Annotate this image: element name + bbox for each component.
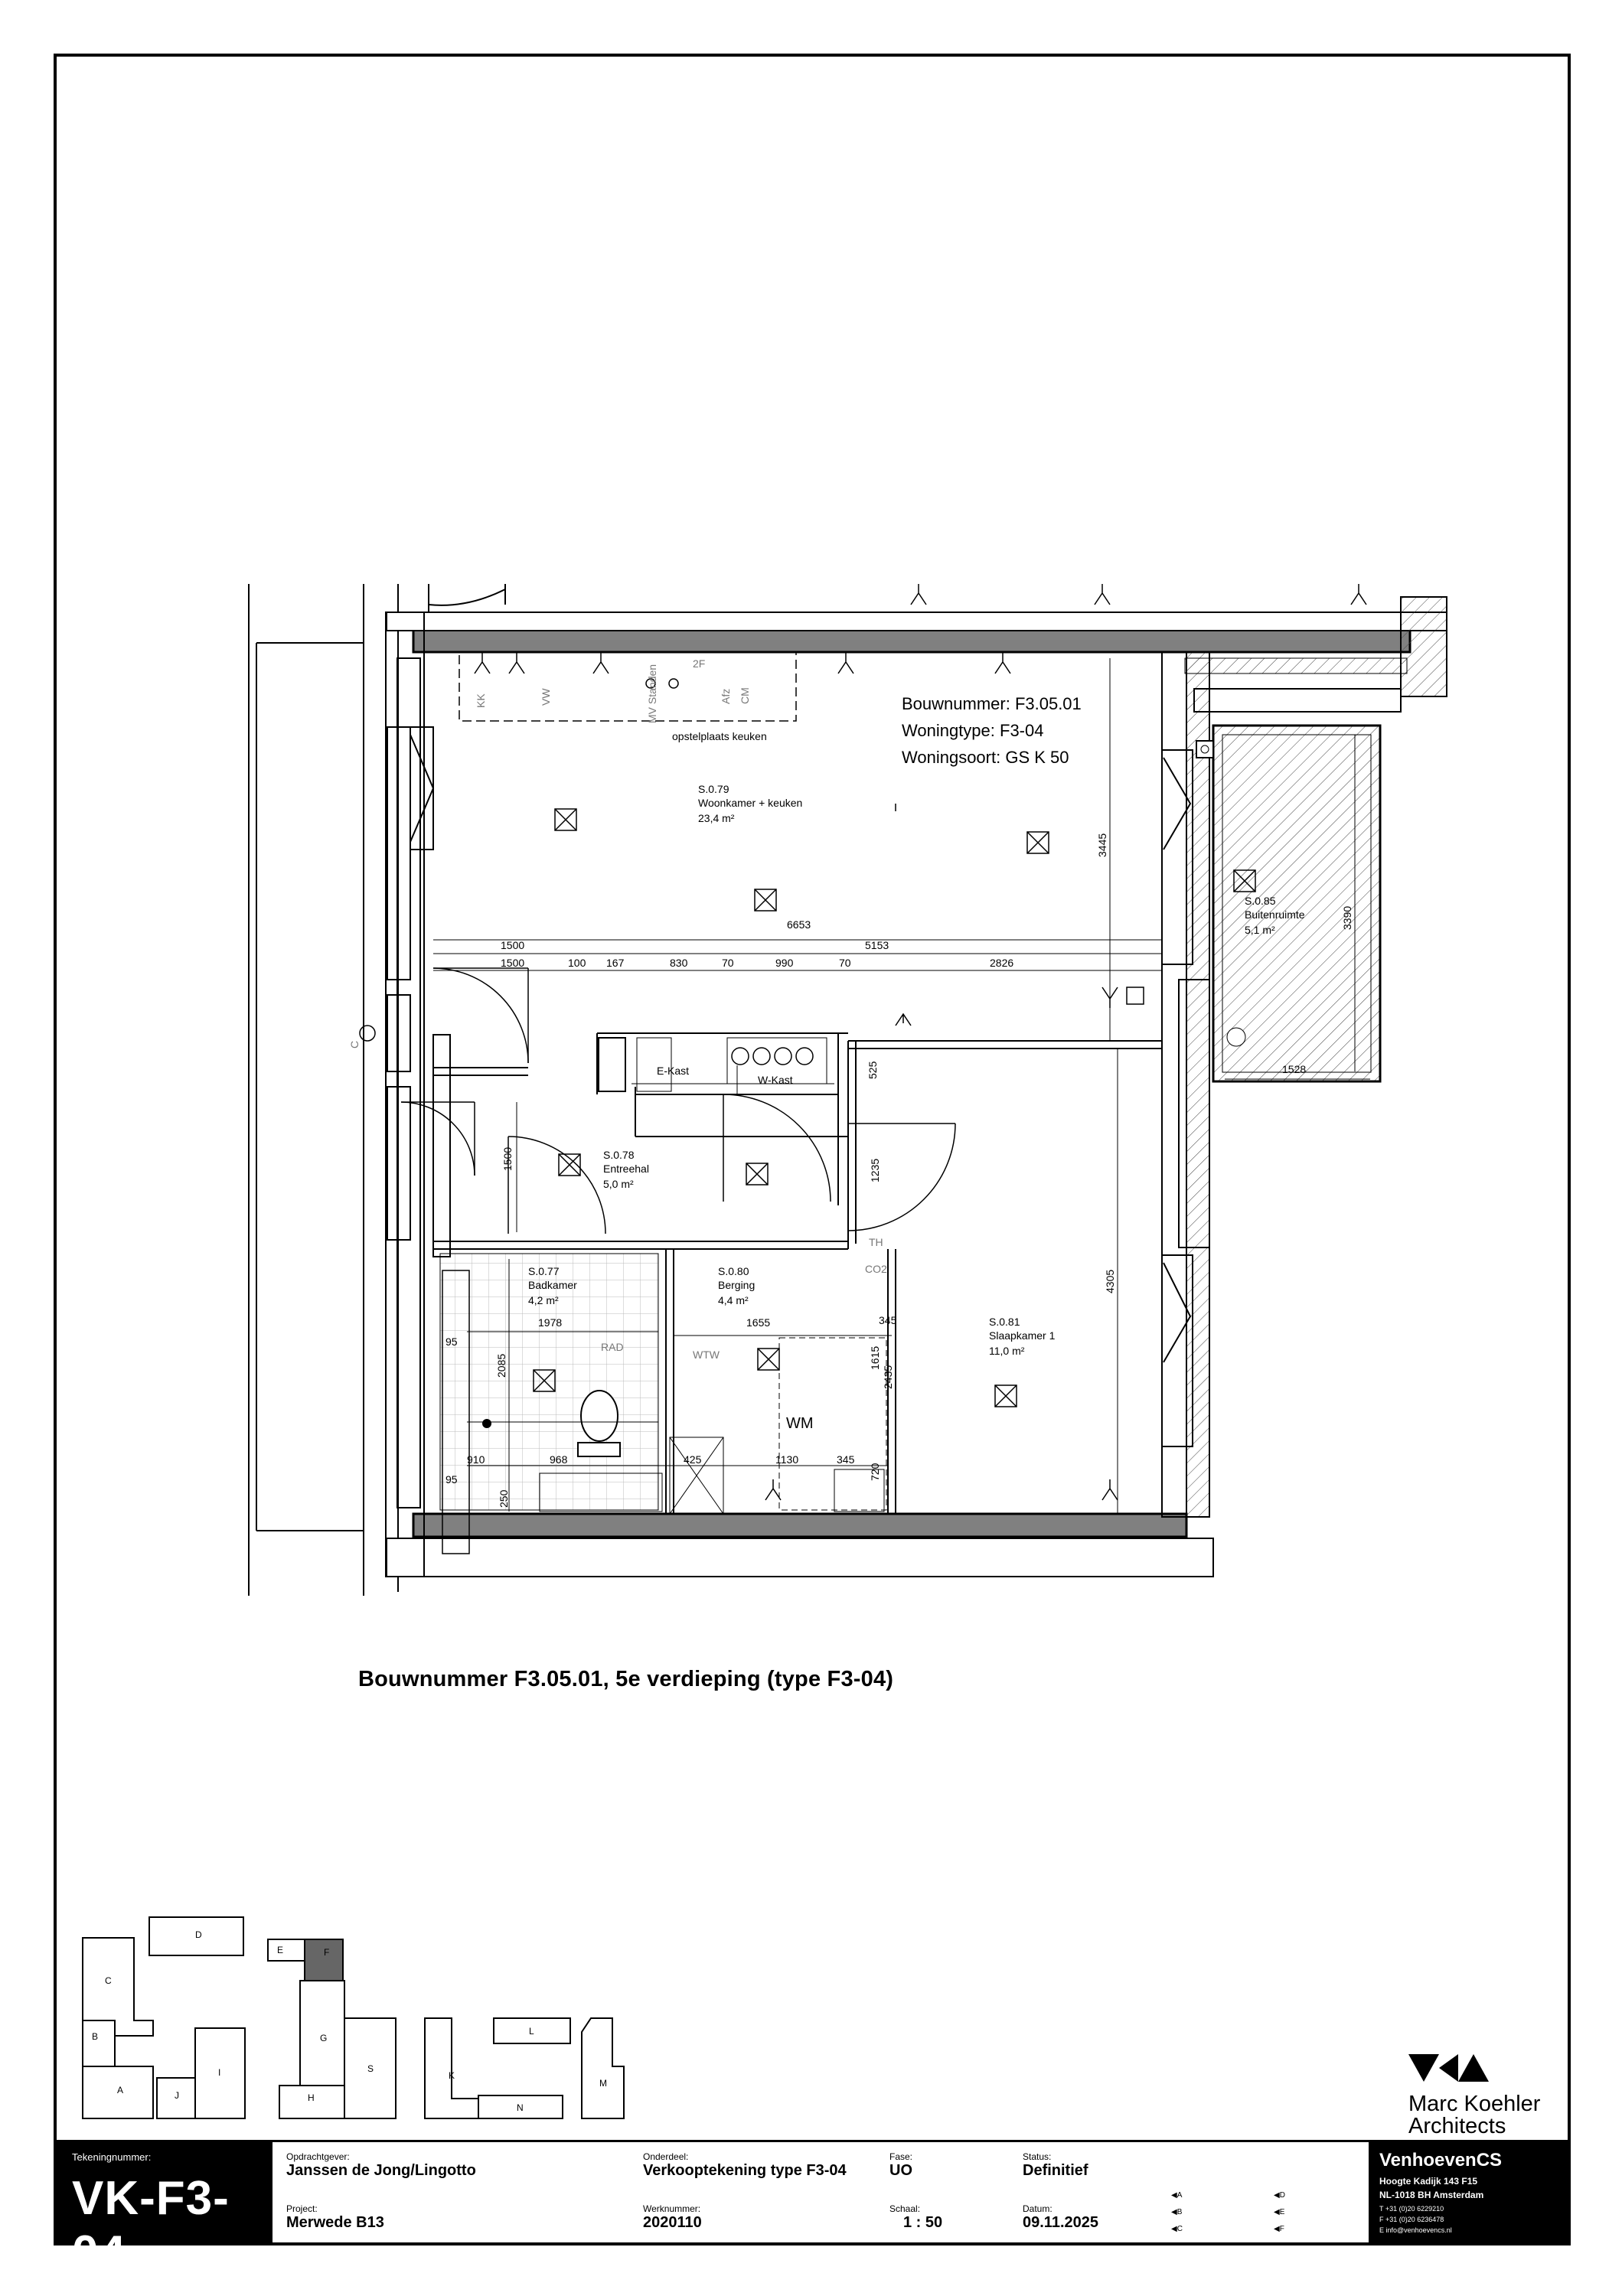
rad-label: RAD xyxy=(601,1341,624,1353)
dim: 910 xyxy=(467,1453,485,1466)
mv-label: MV Standen xyxy=(646,664,658,723)
client-label: Opdrachtgever: xyxy=(286,2151,350,2162)
firm-name: VenhoevenCS xyxy=(1379,2150,1503,2170)
room-code: S.0.77 xyxy=(528,1265,560,1277)
c-label: C xyxy=(348,1040,361,1049)
revision-a: ◀A xyxy=(1171,2191,1183,2200)
dim: 250 xyxy=(498,1489,510,1508)
dim: 1500 xyxy=(501,1146,514,1171)
job-number-value: 2020110 xyxy=(643,2214,702,2231)
dim: 2435 xyxy=(882,1365,894,1389)
co2-label: CO2 xyxy=(865,1263,887,1275)
keyplan-label: E xyxy=(277,1945,284,1955)
job-number-field xyxy=(643,2203,702,2231)
keyplan-label: H xyxy=(308,2092,315,2103)
date-field xyxy=(1023,2203,1098,2231)
firm-phone: T +31 (0)20 6229210 xyxy=(1379,2205,1444,2213)
balcony xyxy=(1196,726,1380,1081)
scale-label: Schaal: xyxy=(889,2203,921,2214)
drawing-number: VK-F3-04 xyxy=(72,2172,230,2279)
2f-label: 2F xyxy=(693,657,706,670)
kitchen xyxy=(599,1038,834,1094)
keyplan-label: J xyxy=(175,2090,179,2101)
dim: 2085 xyxy=(495,1353,507,1378)
keyplan-label: M xyxy=(599,2078,607,2089)
room-code: S.0.78 xyxy=(603,1149,635,1161)
wm-label: WM xyxy=(786,1415,814,1432)
dim: 1615 xyxy=(869,1345,881,1370)
logo-line-2: Architects xyxy=(1408,2114,1506,2138)
firm-address-1: Hoogte Kadijk 143 F15 xyxy=(1379,2176,1478,2187)
afz-label: Afz xyxy=(720,688,732,704)
dim: 3390 xyxy=(1341,905,1353,930)
dim: 70 xyxy=(839,957,851,969)
phase-value: UO xyxy=(889,2162,912,2179)
keyplan-label: S xyxy=(367,2063,374,2074)
dim: 70 xyxy=(722,957,734,969)
room-area: 5,0 m² xyxy=(603,1178,634,1190)
dim: 525 xyxy=(866,1061,879,1079)
dim: 167 xyxy=(606,957,625,969)
client-value: Janssen de Jong/Lingotto xyxy=(286,2162,476,2179)
scale-field xyxy=(889,2203,942,2231)
dim: 6653 xyxy=(787,918,811,931)
date-label: Datum: xyxy=(1023,2203,1053,2214)
room-code: S.0.81 xyxy=(989,1316,1020,1328)
dim: 4305 xyxy=(1104,1269,1116,1293)
key-plan xyxy=(83,1917,624,2118)
status-value: Definitief xyxy=(1023,2162,1088,2179)
status-field xyxy=(1023,2151,1088,2179)
info-woningsoort: Woningsoort: GS K 50 xyxy=(902,748,1069,767)
keyplan-label: F xyxy=(324,1947,330,1958)
logo-line-1: Marc Koehler xyxy=(1408,2092,1541,2116)
dim: 425 xyxy=(684,1453,702,1466)
dim: 990 xyxy=(775,957,794,969)
project-field xyxy=(286,2203,384,2231)
firm-fax: F +31 (0)20 6236478 xyxy=(1379,2216,1444,2223)
dim: 5153 xyxy=(865,939,889,951)
kk-label: KK xyxy=(475,693,487,708)
room-code: S.0.79 xyxy=(698,783,729,795)
room-name: Slaapkamer 1 xyxy=(989,1329,1056,1342)
cm-label: CM xyxy=(739,687,751,704)
keyplan-label: L xyxy=(529,2026,534,2037)
dim: 720 xyxy=(869,1463,881,1481)
dim: 1655 xyxy=(746,1316,771,1329)
firm-panel xyxy=(1369,2142,1568,2245)
berging-fixtures xyxy=(670,1338,886,1514)
dim: 1500 xyxy=(501,957,525,969)
date-value: 09.11.2025 xyxy=(1023,2214,1098,2231)
info-woningtype: Woningtype: F3-04 xyxy=(902,721,1044,740)
dim: 95 xyxy=(445,1473,458,1486)
firm-address-2: NL-1018 BH Amsterdam xyxy=(1379,2190,1484,2200)
title-block xyxy=(57,2140,1568,2279)
room-area: 23,4 m² xyxy=(698,812,735,824)
firm-email: E info@venhoevencs.nl xyxy=(1379,2226,1452,2234)
dim: 345 xyxy=(837,1453,855,1466)
dim: 2826 xyxy=(990,957,1014,969)
phase-label: Fase: xyxy=(889,2151,913,2162)
revision-b: ◀B xyxy=(1171,2208,1183,2216)
status-label: Status: xyxy=(1023,2151,1052,2162)
architect-logo-text xyxy=(1408,2093,1540,2138)
architect-logo-mark xyxy=(1408,2054,1489,2082)
info-bouwnummer: Bouwnummer: F3.05.01 xyxy=(902,694,1082,713)
room-name: Buitenruimte xyxy=(1245,908,1305,921)
drawing-caption: Bouwnummer F3.05.01, 5e verdieping (type F3-04) xyxy=(358,1667,894,1691)
client-field xyxy=(286,2151,476,2179)
room-area: 5,1 m² xyxy=(1245,924,1275,936)
opstelplaats-zone xyxy=(459,652,796,721)
room-code: S.0.85 xyxy=(1245,895,1276,907)
room-area: 11,0 m² xyxy=(989,1345,1025,1357)
room-name: Woonkamer + keuken xyxy=(698,797,803,809)
part-label: Onderdeel: xyxy=(643,2151,689,2162)
w-kast-label: W-Kast xyxy=(758,1074,793,1086)
phase-field xyxy=(889,2151,912,2179)
drawing-number-panel xyxy=(57,2142,273,2279)
room-area: 4,2 m² xyxy=(528,1294,559,1306)
revision-d: ◀D xyxy=(1274,2191,1285,2200)
dim: 1130 xyxy=(775,1453,799,1466)
dim: 3445 xyxy=(1096,833,1108,857)
drawing-number-label: Tekeningnummer: xyxy=(72,2151,152,2163)
project-label: Project: xyxy=(286,2203,318,2214)
dim: 100 xyxy=(568,957,586,969)
opstelplaats-label: opstelplaats keuken xyxy=(672,730,767,742)
part-field xyxy=(643,2151,847,2179)
job-number-label: Werknummer: xyxy=(643,2203,701,2214)
keyplan-label: G xyxy=(320,2033,328,2043)
dim: 1978 xyxy=(538,1316,563,1329)
e-kast-label: E-Kast xyxy=(657,1065,690,1077)
room-name: Entreehal xyxy=(603,1163,649,1175)
part-value: Verkooptekening type F3-04 xyxy=(643,2162,847,2179)
scale-value: 1 : 50 xyxy=(903,2214,943,2231)
wtw-label: WTW xyxy=(693,1349,720,1361)
keyplan-label: C xyxy=(105,1975,112,1986)
th-label: TH xyxy=(869,1236,883,1248)
keyplan-label: D xyxy=(195,1929,202,1940)
room-code: S.0.80 xyxy=(718,1265,749,1277)
dim: 1500 xyxy=(501,939,525,951)
keyplan-label: N xyxy=(517,2102,524,2113)
dim: 968 xyxy=(550,1453,568,1466)
dim: 1235 xyxy=(869,1158,881,1182)
dim: 95 xyxy=(445,1336,458,1348)
keyplan-label: I xyxy=(218,2067,221,2078)
room-name: Berging xyxy=(718,1279,756,1291)
dim: 830 xyxy=(670,957,688,969)
room-area: 4,4 m² xyxy=(718,1294,749,1306)
revision-f: ◀F xyxy=(1274,2225,1284,2233)
dim: 1528 xyxy=(1282,1063,1307,1075)
keyplan-label: A xyxy=(117,2085,124,2095)
keyplan-label: B xyxy=(92,2031,99,2042)
keyplan-label: K xyxy=(449,2070,455,2081)
info-block xyxy=(902,694,1082,767)
revision-e: ◀E xyxy=(1274,2208,1285,2216)
vw-label: VW xyxy=(540,688,552,706)
dim: 345 xyxy=(879,1314,897,1326)
project-value: Merwede B13 xyxy=(286,2214,384,2231)
revision-c: ◀C xyxy=(1171,2225,1183,2233)
room-name: Badkamer xyxy=(528,1279,577,1291)
